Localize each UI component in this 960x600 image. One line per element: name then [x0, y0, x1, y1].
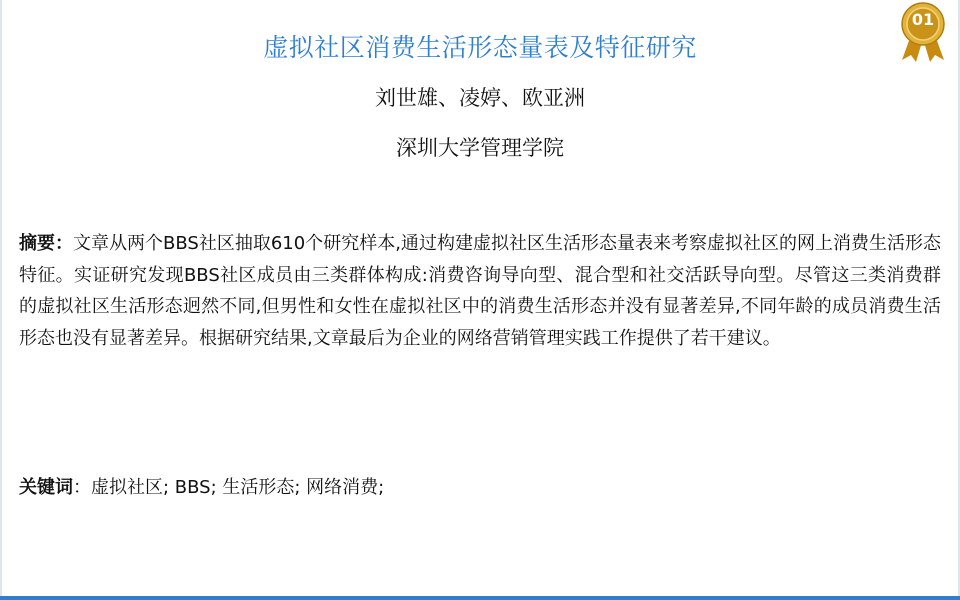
- keywords-separator: ：: [73, 477, 91, 498]
- abstract-text: 文章从两个BBS社区抽取610个研究样本,通过构建虚拟社区生活形态量表来考察虚拟社区的网上消费生活形态特征。实证研究发现BBS社区成员由三类群体构成:消费咨询导向型、混合型和社交活跃导向型。尽管这三类消费群的虚拟社区生活形态迥然不同,但男性和女性在虚拟社区中的消费生活形态并没有显著差异,不同年龄的成员消费生活形态也没有显著差异。根据研究结果,文章最后为企业的网络营销管理实践工作提供了若干建议。: [19, 233, 941, 349]
- paper-title: 虚拟社区消费生活形态量表及特征研究: [263, 33, 697, 62]
- keywords-label: 关键词: [19, 477, 73, 498]
- medal-number: 01: [911, 10, 935, 29]
- frame-bottom-border: [0, 596, 960, 600]
- keywords-line: [19, 474, 941, 502]
- keywords-text: 虚拟社区; BBS; 生活形态; 网络消费;: [91, 477, 385, 498]
- abstract-paragraph: [19, 228, 941, 354]
- abstract-label: 摘要：: [19, 233, 74, 254]
- paper-authors: 刘世雄、凌婷、欧亚洲: [375, 86, 585, 110]
- paper-institution: 深圳大学管理学院: [396, 136, 564, 160]
